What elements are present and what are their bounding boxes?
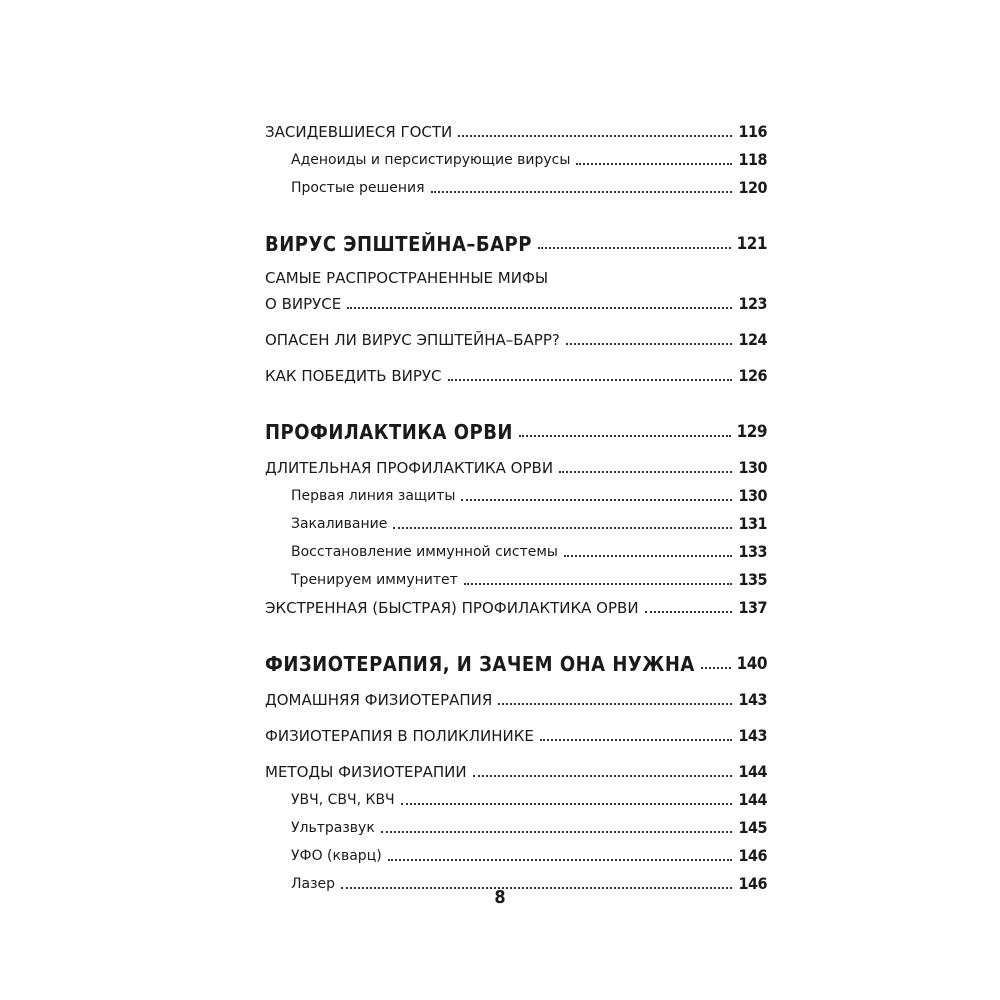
toc-subentry	[265, 142, 767, 170]
dot-leader	[498, 703, 732, 705]
toc-page-number: 130	[738, 486, 767, 505]
dot-leader	[381, 831, 733, 833]
toc-subentry	[265, 838, 767, 866]
toc-page-number: 123	[738, 294, 767, 313]
dot-leader	[559, 471, 732, 473]
toc-entry-title: О ВИРУСЕ	[265, 295, 342, 313]
toc-entry-title: ЭКСТРЕННАЯ (БЫСТРАЯ) ПРОФИЛАКТИКА ОРВИ	[265, 599, 639, 617]
toc-subentry	[265, 534, 767, 562]
toc-entry-title: Восстановление иммунной системы	[291, 544, 558, 560]
toc-page-number: 116	[738, 122, 767, 141]
toc-page-number: 131	[738, 514, 767, 533]
dot-leader	[458, 135, 732, 137]
toc-page-number: 130	[738, 458, 767, 477]
toc-entry	[265, 358, 767, 386]
toc-page-number: 129	[736, 422, 767, 442]
dot-leader	[448, 379, 733, 381]
dot-leader	[645, 611, 733, 613]
toc-page-number: 146	[738, 874, 767, 893]
dot-leader	[564, 555, 733, 557]
toc-entry-title: УФО (кварц)	[291, 848, 382, 864]
toc-page-number: 140	[736, 654, 767, 674]
toc-entry-title: ДЛИТЕЛЬНАЯ ПРОФИЛАКТИКА ОРВИ	[265, 459, 554, 477]
toc-entry	[265, 682, 767, 710]
toc-entry	[265, 754, 767, 782]
toc-entry	[265, 450, 767, 478]
toc-page-number: 143	[738, 726, 767, 745]
toc-subentry	[265, 810, 767, 838]
toc-page-number: 133	[738, 542, 767, 561]
toc-page-number: 120	[738, 178, 767, 197]
toc-page-number: 121	[736, 234, 767, 254]
toc-entry-title: УВЧ, СВЧ, КВЧ	[291, 792, 395, 808]
toc-entry-title: Ультразвук	[291, 820, 375, 836]
dot-leader	[393, 527, 732, 529]
table-of-contents	[265, 114, 767, 894]
toc-page-number: 118	[738, 150, 767, 169]
toc-page-number: 137	[738, 598, 767, 617]
toc-page-number: 124	[738, 330, 767, 349]
dot-leader	[538, 247, 731, 249]
toc-entry-title: Первая линия защиты	[291, 488, 456, 504]
toc-entry	[265, 114, 767, 142]
dot-leader	[464, 583, 733, 585]
toc-chapter-title: ВИРУС ЭПШТЕЙНА–БАРР	[265, 232, 532, 256]
dot-leader	[347, 307, 732, 309]
toc-subentry	[265, 562, 767, 590]
toc-subentry	[265, 478, 767, 506]
dot-leader	[461, 499, 732, 501]
dot-leader	[519, 435, 731, 437]
toc-entry-title: КАК ПОБЕДИТЬ ВИРУС	[265, 367, 442, 385]
toc-chapter	[265, 398, 767, 442]
toc-page-number: 126	[738, 366, 767, 385]
dot-leader	[388, 859, 733, 861]
toc-page-number: 143	[738, 690, 767, 709]
toc-chapter-title: ФИЗИОТЕРАПИЯ, И ЗАЧЕМ ОНА НУЖНА	[265, 652, 695, 676]
toc-page-number: 145	[738, 818, 767, 837]
toc-entry-title: Аденоиды и персистирующие вирусы	[291, 152, 571, 168]
dot-leader	[576, 163, 732, 165]
toc-subentry	[265, 782, 767, 810]
toc-entry-title: ДОМАШНЯЯ ФИЗИОТЕРАПИЯ	[265, 691, 493, 709]
toc-entry-title: МЕТОДЫ ФИЗИОТЕРАПИИ	[265, 763, 467, 781]
toc-entry-title: Лазер	[291, 876, 336, 892]
toc-entry-title: ЗАСИДЕВШИЕСЯ ГОСТИ	[265, 123, 453, 141]
toc-entry-title: Простые решения	[291, 180, 425, 196]
dot-leader	[540, 739, 733, 741]
dot-leader	[473, 775, 733, 777]
toc-subentry	[265, 170, 767, 198]
dot-leader	[566, 343, 733, 345]
toc-entry	[265, 590, 767, 618]
toc-entry-continuation	[265, 288, 767, 314]
toc-entry	[265, 322, 767, 350]
toc-entry-title: САМЫЕ РАСПРОСТРАНЕННЫЕ МИФЫ	[265, 269, 549, 287]
toc-chapter	[265, 630, 767, 674]
toc-entry-title: Тренируем иммунитет	[291, 572, 458, 588]
dot-leader	[431, 191, 733, 193]
toc-subentry	[265, 506, 767, 534]
toc-chapter	[265, 210, 767, 254]
toc-chapter-title: ПРОФИЛАКТИКА ОРВИ	[265, 420, 513, 444]
toc-page-number: 135	[738, 570, 767, 589]
page-number-folio: 8	[494, 887, 506, 908]
toc-entry	[265, 718, 767, 746]
toc-entry-title: Закаливание	[291, 516, 388, 532]
toc-entry	[265, 262, 767, 288]
toc-page-number: 144	[738, 790, 767, 809]
toc-entry-title: ОПАСЕН ЛИ ВИРУС ЭПШТЕЙНА–БАРР?	[265, 331, 560, 349]
dot-leader	[701, 667, 731, 669]
toc-page-number: 144	[738, 762, 767, 781]
dot-leader	[401, 803, 733, 805]
toc-page-number: 146	[738, 846, 767, 865]
toc-entry-title: ФИЗИОТЕРАПИЯ В ПОЛИКЛИНИКЕ	[265, 727, 534, 745]
